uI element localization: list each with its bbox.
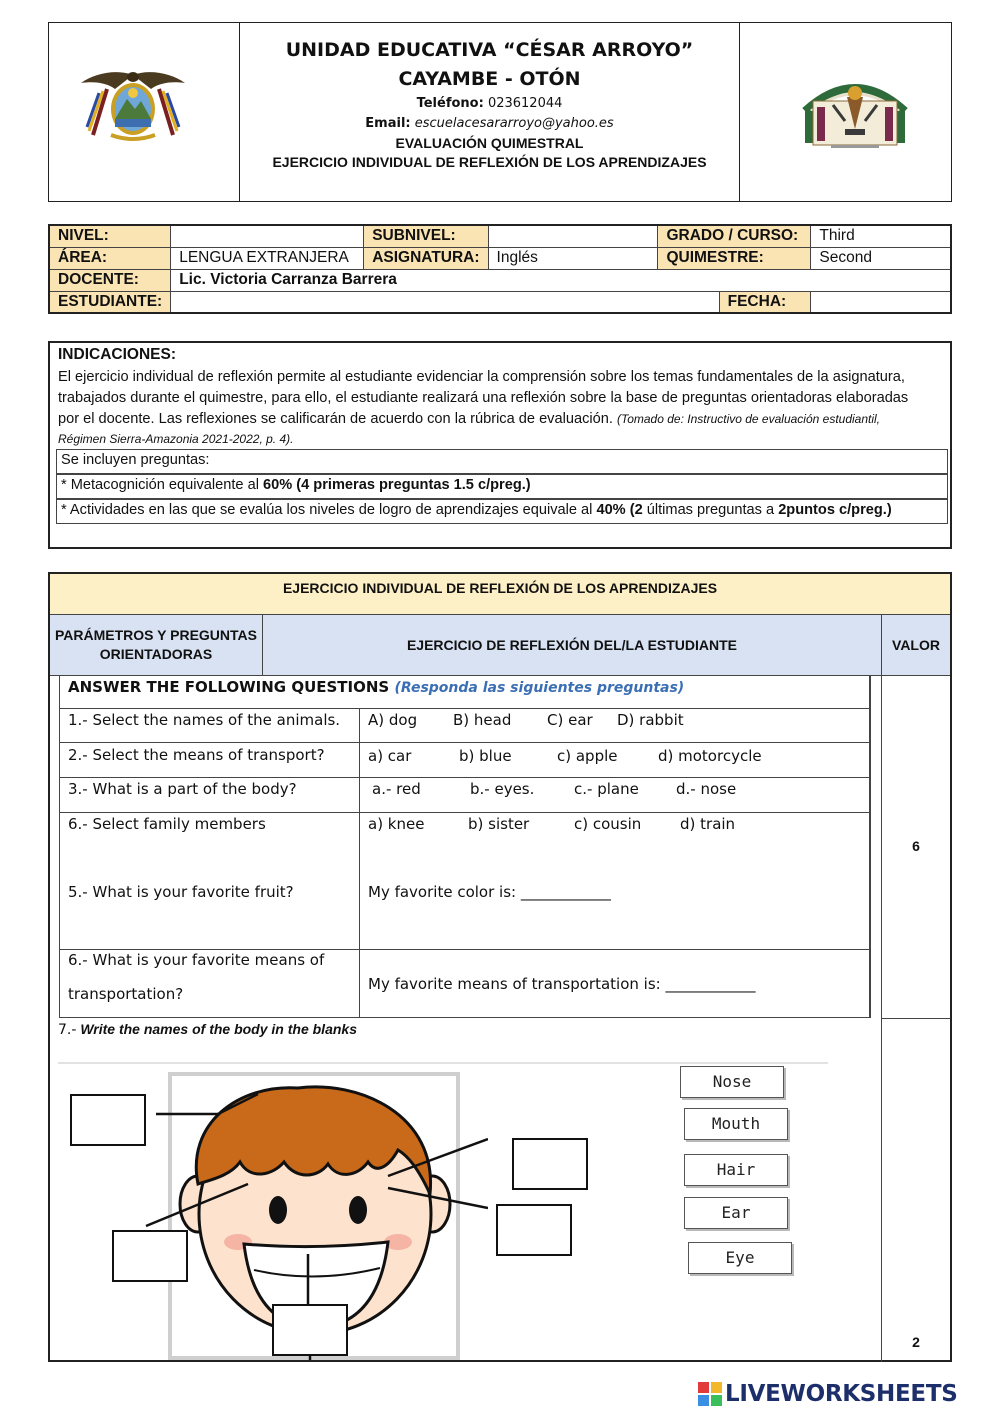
asignatura-value[interactable]: Inglés [488, 247, 658, 269]
metacognition-percent: 60% (4 primeras preguntas 1.5 c/preg.) [263, 477, 531, 493]
phone-line [240, 96, 739, 111]
q6-answer[interactable]: My favorite means of transportation is: ____________ [368, 975, 756, 993]
indications-reference-2: Régimen Sierra-Amazonia 2021-2022, p. 4). [58, 432, 294, 446]
blank-ear[interactable] [112, 1230, 188, 1282]
question-7-text: Write the names of the body in the blanks [80, 1021, 357, 1037]
q4-option-d[interactable]: d) train [680, 815, 736, 833]
q3-option-c[interactable]: c.- plane [574, 780, 639, 798]
fecha-label: FECHA: [719, 291, 811, 313]
question-5: 5.- What is your favorite fruit? [68, 883, 294, 901]
school-name: UNIDAD EDUCATIVA “CÉSAR ARROYO” [285, 39, 694, 61]
liveworksheets-logo [698, 1378, 994, 1410]
col-params-header: PARÁMETROS Y PREGUNTAS ORIENTADORAS [55, 627, 257, 662]
docente-label: DOCENTE: [49, 269, 171, 291]
subnivel-field[interactable] [488, 225, 658, 247]
col-value-header: VALOR [892, 637, 940, 653]
label-nose[interactable]: Nose [680, 1066, 784, 1098]
left-eye [269, 1196, 287, 1224]
metacognition-text: * Metacognición equivalente al [61, 477, 264, 493]
exercise-column-headers [50, 615, 950, 676]
col-exercise-header: EJERCICIO DE REFLEXIÓN DEL/LA ESTUDIANTE [406, 637, 738, 653]
instruction-es: (Responda las siguientes preguntas) [394, 680, 685, 696]
blank-eye[interactable] [512, 1138, 588, 1190]
includes-row: Se incluyen preguntas: [56, 449, 948, 474]
question-1: 1.- Select the names of the animals. [68, 711, 341, 729]
grado-label: GRADO / CURSO: [658, 225, 811, 247]
area-value[interactable]: LENGUA EXTRANJERA [171, 247, 364, 269]
nivel-label: NIVEL: [49, 225, 171, 247]
q4-option-c[interactable]: c) cousin [574, 815, 642, 833]
header-divider [262, 615, 263, 675]
indications-box [48, 341, 952, 549]
info-row-student [49, 291, 951, 313]
activities-points: 2puntos c/preg.) [778, 502, 892, 518]
asignatura-label: ASIGNATURA: [364, 247, 488, 269]
student-info-table [48, 224, 952, 314]
school-emblem-icon [801, 71, 909, 151]
school-header [48, 22, 952, 202]
exercise-section [48, 572, 952, 1362]
row-line [59, 742, 870, 743]
value-divider [881, 1018, 950, 1019]
info-row-teacher [49, 269, 951, 291]
docente-value[interactable]: Lic. Victoria Carranza Barrera [171, 269, 951, 291]
q4-option-a[interactable]: a) knee [368, 815, 425, 833]
phone-label: Teléfono: [416, 96, 484, 111]
value-first-section: 6 [912, 838, 920, 854]
question-4: 6.- Select family members [68, 815, 266, 833]
info-row-area [49, 247, 951, 269]
label-eye[interactable]: Eye [688, 1242, 792, 1274]
blank-nose[interactable] [496, 1204, 572, 1256]
questions-column-divider [359, 708, 360, 1018]
subnivel-label: SUBNIVEL: [364, 225, 488, 247]
q4-option-b[interactable]: b) sister [468, 815, 530, 833]
estudiante-field[interactable] [171, 291, 719, 313]
label-ear[interactable]: Ear [684, 1197, 788, 1229]
indications-line-3 [58, 409, 944, 430]
email-label: Email: [365, 116, 411, 131]
q2-option-b[interactable]: b) blue [459, 747, 512, 765]
row-line [59, 949, 870, 950]
q2-option-c[interactable]: c) apple [557, 747, 618, 765]
email-line [240, 116, 739, 131]
indications-title: INDICACIONES: [58, 346, 176, 363]
info-row-level [49, 225, 951, 247]
q1-option-c[interactable]: C) ear [547, 711, 593, 729]
right-eye [349, 1196, 367, 1224]
q2-option-a[interactable]: a) car [368, 747, 412, 765]
row-line [59, 777, 870, 778]
q1-option-a[interactable]: A) dog [368, 711, 418, 729]
coat-of-arms-icon [77, 69, 189, 143]
question-6-line-1: 6.- What is your favorite means of [68, 951, 325, 969]
q3-option-b[interactable]: b.- eyes. [470, 780, 535, 798]
header-divider [881, 615, 882, 675]
liveworksheets-brand: LIVEWORKSHEETS [725, 1381, 958, 1407]
question-3: 3.- What is a part of the body? [68, 780, 297, 798]
blank-hair[interactable] [70, 1094, 146, 1146]
q3-option-a[interactable]: a.- red [372, 780, 421, 798]
metacognition-row [56, 474, 948, 499]
question-7-number: 7.- [58, 1022, 77, 1038]
fecha-field[interactable] [811, 291, 951, 313]
grado-value[interactable]: Third [811, 225, 951, 247]
quimestre-value[interactable]: Second [811, 247, 951, 269]
question-6-line-2: transportation? [68, 985, 184, 1003]
q3-option-d[interactable]: d.- nose [676, 780, 737, 798]
row-line [59, 708, 870, 709]
indications-line-1: El ejercicio individual de reflexión permite al estudiante evidenciar la comprensión sobre los temas fundamentales de la asignatura, [58, 369, 905, 385]
label-mouth[interactable]: Mouth [684, 1108, 788, 1140]
instruction-en: ANSWER THE FOLLOWING QUESTIONS [68, 678, 390, 696]
indications-line-2: trabajados durante el quimestre, para ello, el estudiante realizará una reflexión sobre la base de preguntas orientadoras elaboradas [58, 390, 909, 406]
q1-option-d[interactable]: D) rabbit [617, 711, 684, 729]
activities-text: * Actividades en las que se evalúa los niveles de logro de aprendizajes equivale al [61, 502, 597, 518]
liveworksheets-logo-icon [698, 1382, 722, 1406]
questions-table-edge [870, 676, 871, 1018]
activities-row [56, 499, 948, 524]
header-divider-right [739, 23, 740, 201]
eval-title: EVALUACIÓN QUIMESTRAL [395, 135, 584, 151]
exercise-band-title: EJERCICIO INDIVIDUAL DE REFLEXIÓN DE LOS APRENDIZAJES [50, 574, 950, 615]
q1-option-b[interactable]: B) head [453, 711, 512, 729]
blank-mouth[interactable] [272, 1304, 348, 1356]
email-address: escuelacesararroyo@yahoo.es [414, 116, 614, 131]
question-7 [58, 1021, 357, 1038]
label-hair[interactable]: Hair [684, 1154, 788, 1186]
phone-number: 023612044 [487, 96, 563, 111]
q5-answer[interactable]: My favorite color is: ____________ [368, 883, 611, 901]
activities-mid: últimas preguntas a [642, 502, 779, 518]
activities-percent: 40% (2 [596, 502, 643, 518]
value-second-section: 2 [912, 1334, 920, 1350]
instruction [68, 678, 684, 696]
q2-option-d[interactable]: d) motorcycle [658, 747, 762, 765]
question-2: 2.- Select the means of transport? [68, 746, 325, 764]
area-label: ÁREA: [49, 247, 171, 269]
school-city: CAYAMBE - OTÓN [398, 68, 581, 90]
indications-line-3-text: por el docente. Las reflexiones se calificarán de acuerdo con la rúbrica de evaluación. [58, 411, 613, 427]
exercise-title: EJERCICIO INDIVIDUAL DE REFLEXIÓN DE LOS APRENDIZAJES [272, 154, 707, 170]
indications-reference: (Tomado de: Instructivo de evaluación estudiantil, [616, 412, 881, 426]
nivel-field[interactable] [171, 225, 364, 247]
value-column-divider [881, 676, 882, 1362]
quimestre-label: QUIMESTRE: [658, 247, 811, 269]
estudiante-label: ESTUDIANTE: [49, 291, 171, 313]
row-line [59, 812, 870, 813]
